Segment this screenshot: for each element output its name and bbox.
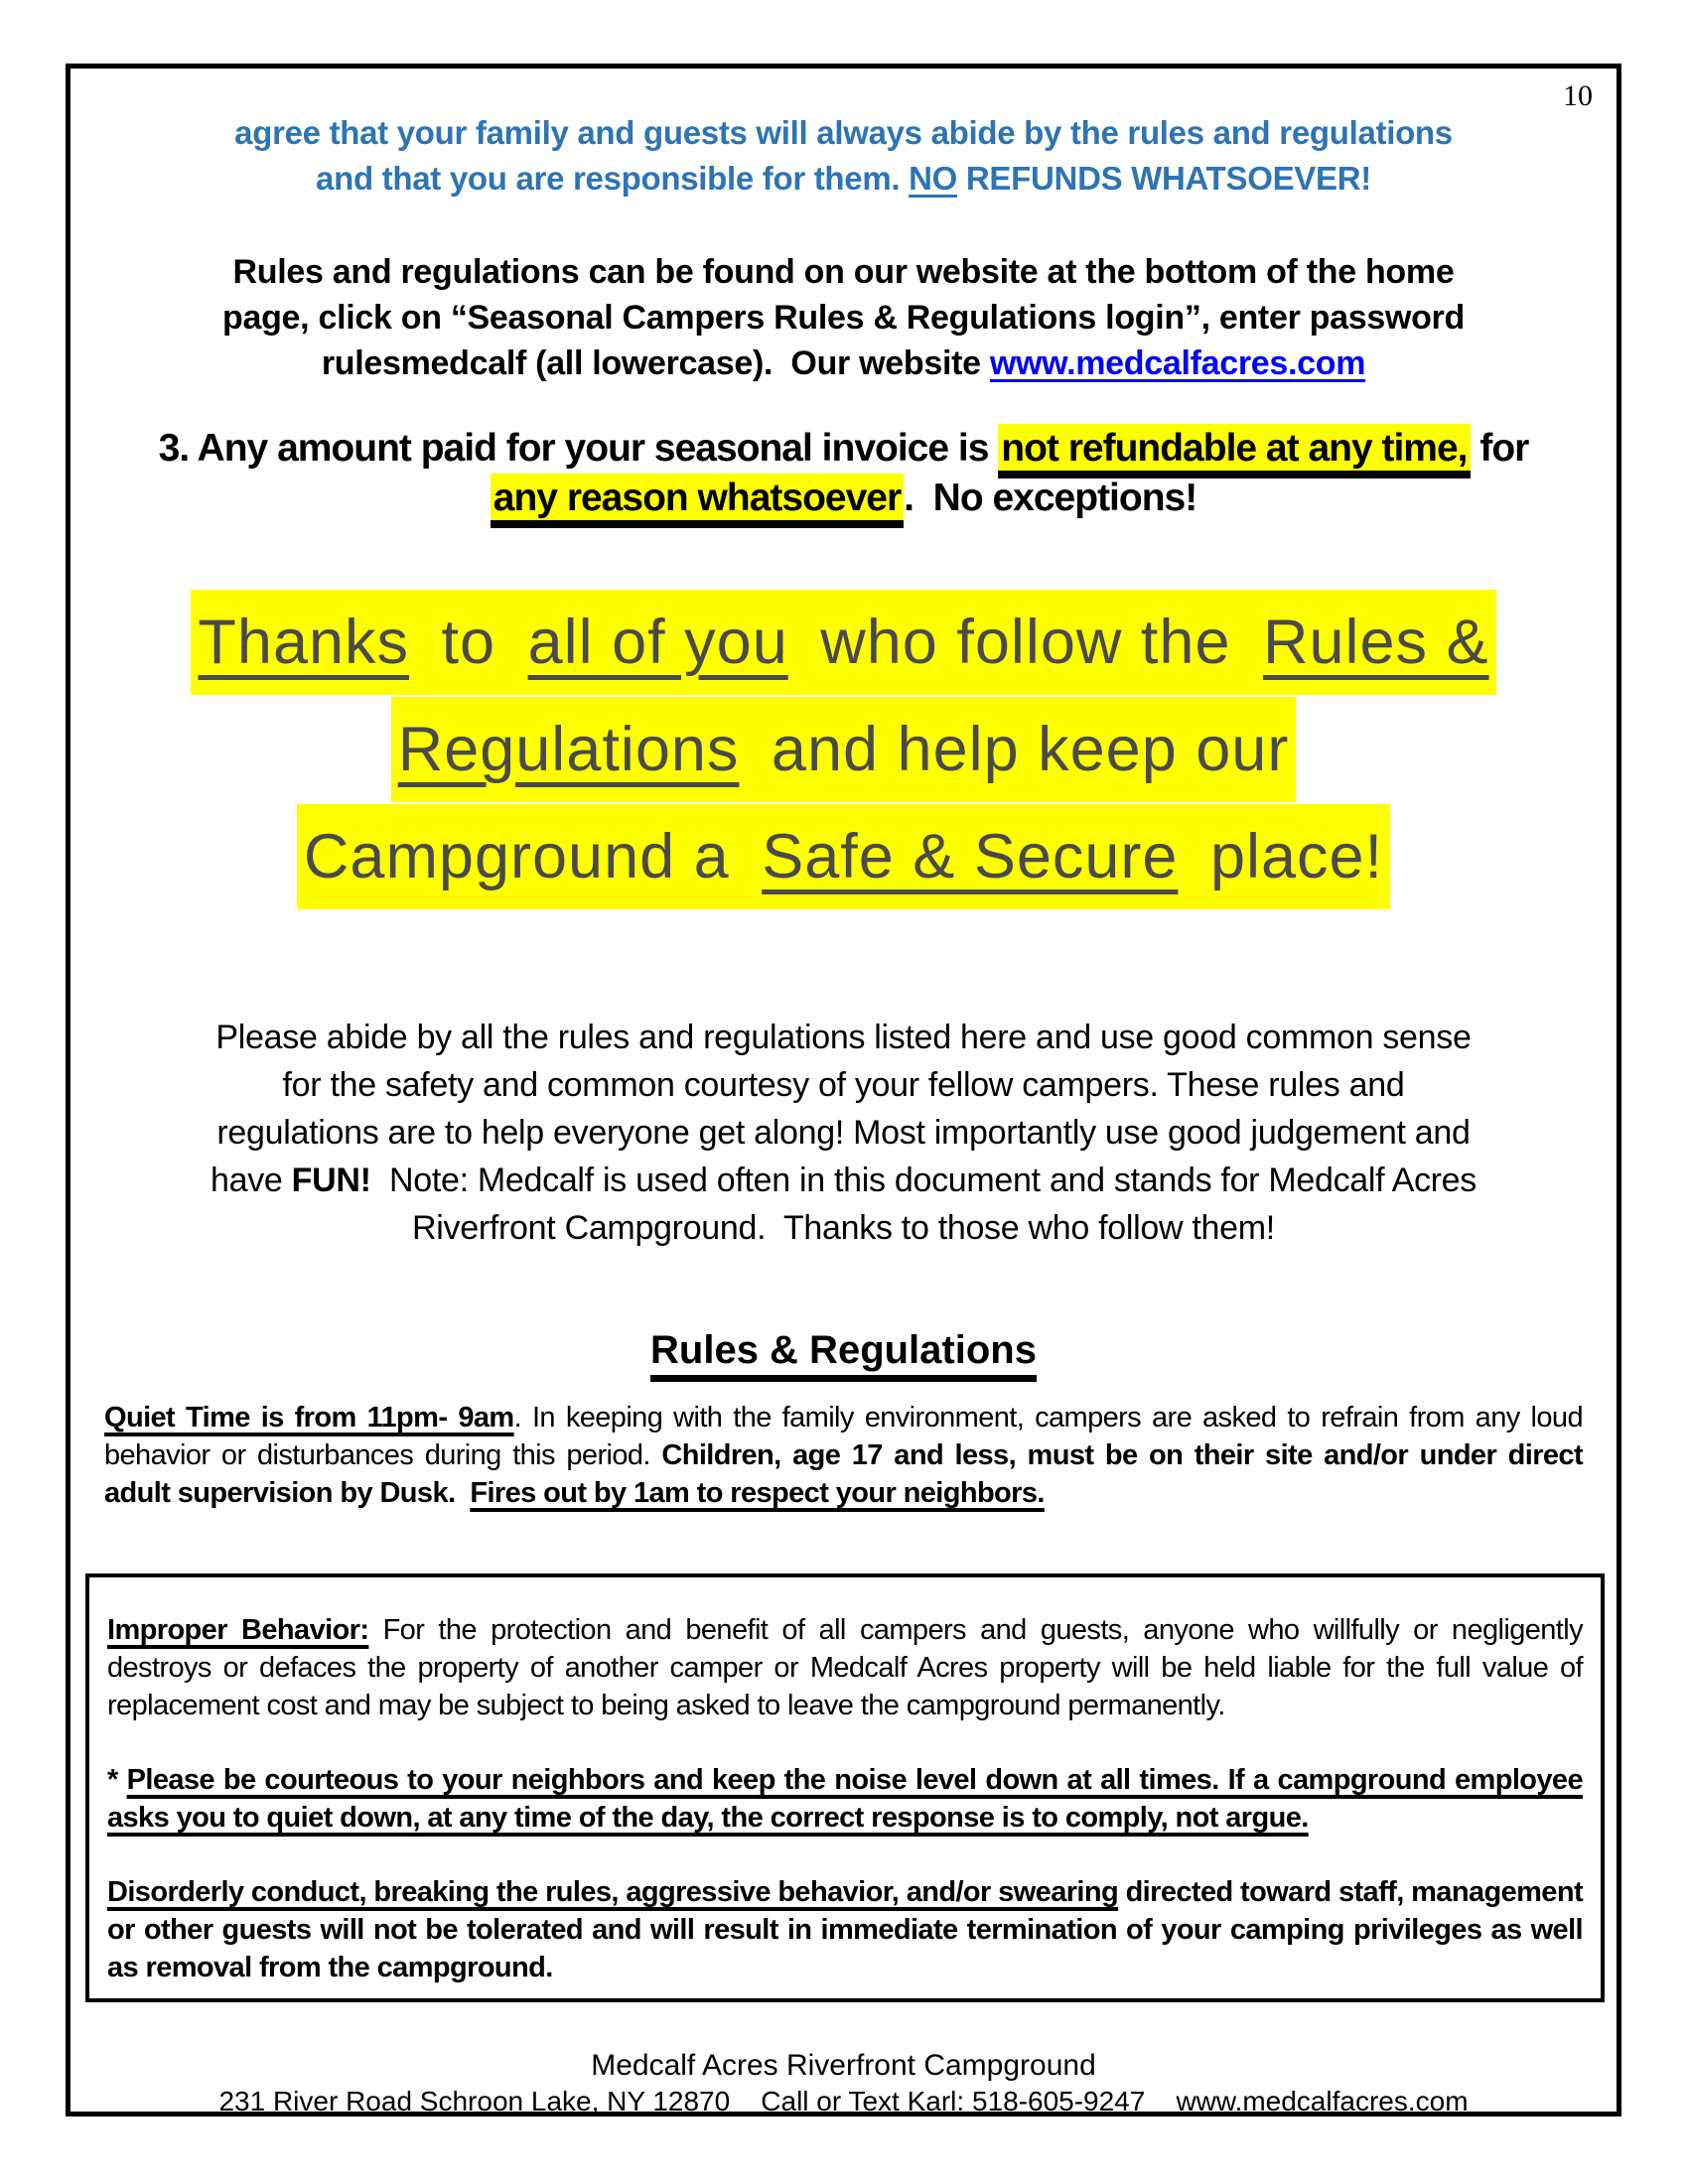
text-segment: page, click on “Seasonal Campers Rules & Regulations login”, enter password xyxy=(222,299,1465,337)
refund-clause xyxy=(104,424,1583,523)
text-segment: any reason whatsoever xyxy=(491,474,904,528)
text-segment: NO xyxy=(909,160,958,197)
text-segment: Fires out by 1am to respect your neighbors. xyxy=(470,1477,1045,1509)
text-segment: not refundable at any time, xyxy=(998,424,1470,478)
text-segment: and help keep our xyxy=(746,697,1296,802)
text-segment: Safe & Secure xyxy=(755,804,1185,909)
text-segment: Campground a xyxy=(297,804,755,909)
text-segment: Rules and regulations can be found on our website at the bottom of the home xyxy=(232,253,1455,291)
conduct-box xyxy=(85,1573,1605,2002)
text-segment: Disorderly conduct, breaking the rules, aggressive behavior, and/or swearing xyxy=(107,1876,1119,1908)
text-segment: REFUNDS WHATSOEVER! xyxy=(957,160,1371,197)
thanks-banner xyxy=(104,589,1583,910)
text-segment: place! xyxy=(1185,804,1390,909)
rules-regulations-heading xyxy=(104,1325,1583,1375)
text-segment: Note: Medcalf is used often in this document and stands for Medcalf Acres xyxy=(370,1161,1477,1199)
footer-campground-name: Medcalf Acres Riverfront Campground xyxy=(591,2049,1096,2082)
text-segment: For the protection and benefit of all campers and guests, anyone who willfully or negligently destroys or defaces the property of another camper or Medcalf Acres property will be held liable for the full value of replacement cost and may be subject to being asked to leave the campground permanently. xyxy=(107,1614,1583,1721)
text-segment: rulesmedcalf (all lowercase). Our website xyxy=(321,344,990,382)
text-segment: for xyxy=(1470,427,1529,470)
page-border xyxy=(66,64,1621,2116)
website-link[interactable]: www.medcalfacres.com xyxy=(989,344,1366,382)
text-segment: . No exceptions! xyxy=(904,477,1197,519)
text-segment: Quiet Time is from 11pm- 9am xyxy=(104,1402,514,1433)
text-segment: * xyxy=(107,1764,127,1796)
footer xyxy=(104,2048,1583,2119)
text-segment: to xyxy=(416,590,521,695)
text-segment: Regulations xyxy=(391,697,747,802)
text-segment: and that you are responsible for them. xyxy=(316,160,910,197)
text-segment: for the safety and common courtesy of your fellow campers. These rules and xyxy=(282,1066,1405,1104)
rules-regulations-heading-text: Rules & Regulations xyxy=(650,1328,1037,1382)
text-segment: have xyxy=(210,1161,292,1199)
text-segment: 3. Any amount paid for your seasonal invoice is xyxy=(158,427,999,470)
text-segment: Improper Behavior: xyxy=(107,1614,369,1646)
footer-contact-line: 231 River Road Schroon Lake, NY 12870 Call or Text Karl: 518-605-9247 www.medcalfacres.com xyxy=(218,2086,1469,2116)
quiet-time-rule xyxy=(104,1399,1583,1512)
text-segment: Please abide by all the rules and regulations listed here and use good common sense xyxy=(215,1019,1472,1056)
text-segment: Riverfront Campground. Thanks to those who follow them! xyxy=(412,1209,1275,1247)
text-segment: who follow the xyxy=(795,590,1256,695)
text-segment: all of you xyxy=(521,590,795,695)
website-instructions xyxy=(104,249,1583,386)
disorderly-paragraph xyxy=(107,1873,1583,1986)
intro-heading xyxy=(104,110,1583,202)
text-segment: Please be courteous to your neighbors and keep the noise level down at all times. If a campground employee asks you to quiet down, at any time of the day, the correct response is to comply, not argue. xyxy=(107,1764,1583,1834)
text-segment: . In keeping with the family environment, campers are asked to refrain from any loud behavior or disturbances during this period. xyxy=(104,1402,1583,1471)
text-segment: agree that your family and guests will always abide by the rules and regulations xyxy=(234,114,1453,151)
text-segment: Children, age 17 and less, must be on their site and/or under direct adult supervision by Dusk. xyxy=(104,1439,1583,1509)
courteous-paragraph xyxy=(107,1761,1583,1837)
courtesy-note xyxy=(104,1014,1583,1252)
text-segment: regulations are to help everyone get along! Most importantly use good judgement and xyxy=(216,1114,1471,1152)
text-segment: Rules & xyxy=(1256,590,1496,695)
page-number: 10 xyxy=(1563,79,1593,112)
text-segment: directed toward staff, management or other guests will not be tolerated and will result in immediate termination of your camping privileges as well as removal from the campground. xyxy=(107,1876,1583,1983)
improper-behavior-paragraph xyxy=(107,1611,1583,1724)
text-segment: FUN! xyxy=(291,1161,371,1199)
text-segment: Thanks xyxy=(191,590,416,695)
